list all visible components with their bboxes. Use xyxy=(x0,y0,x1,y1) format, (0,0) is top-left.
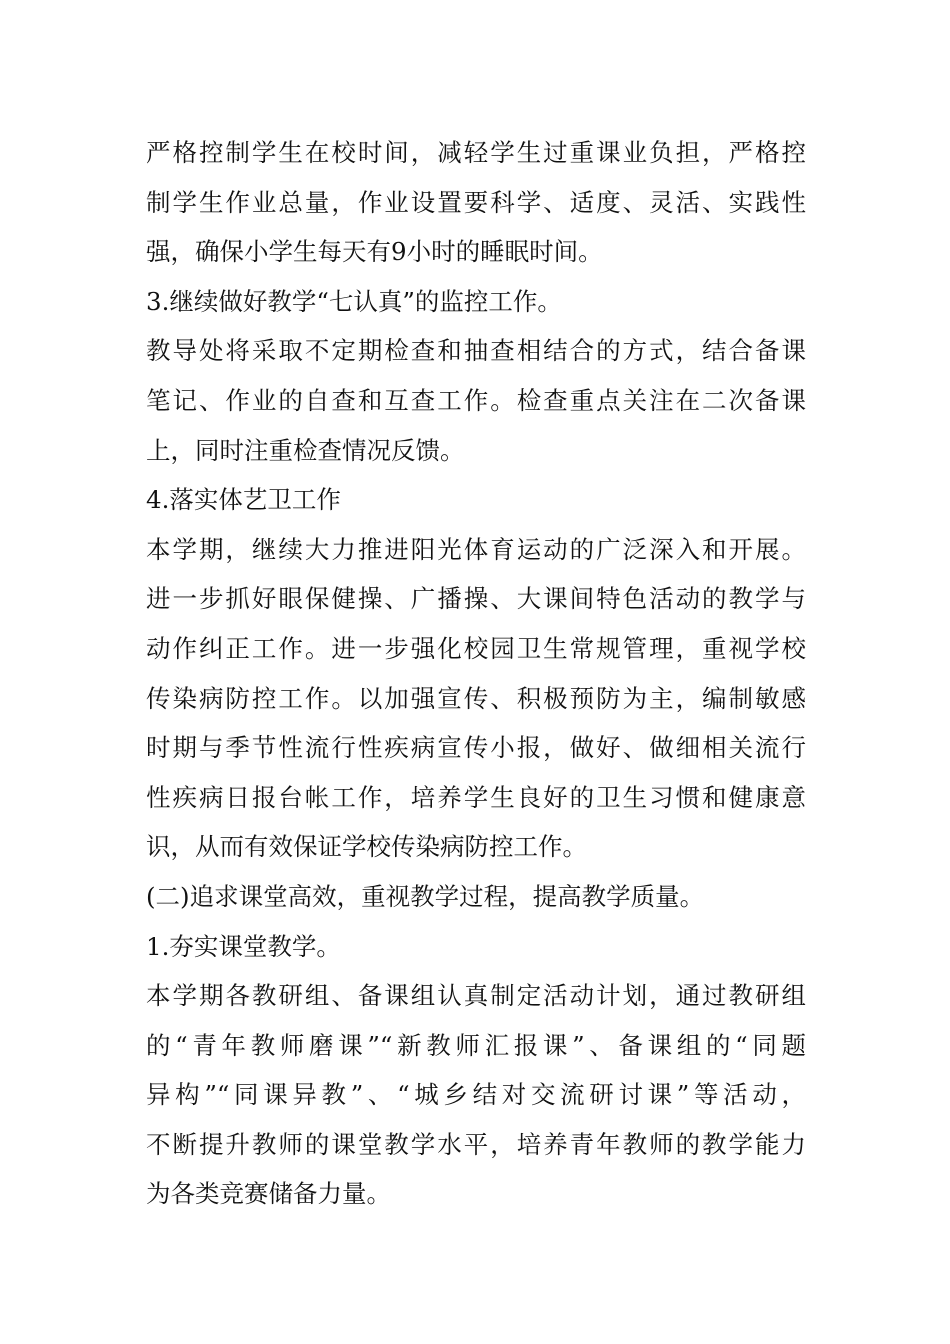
text-line: 笔记、作业的自查和互查工作。检查重点关注在二次备课 xyxy=(146,385,806,415)
text-line: 上，同时注重检查情况反馈。 xyxy=(146,435,465,465)
text-line: 为各类竞赛储备力量。 xyxy=(146,1179,391,1209)
text-line: 1.夯实课堂教学。 xyxy=(146,931,341,961)
text-line: 不断提升教师的课堂教学水平，培养青年教师的教学能力 xyxy=(146,1129,806,1159)
text-line: 本学期，继续大力推进阳光体育运动的广泛深入和开展。 xyxy=(146,534,806,564)
text-line: 识，从而有效保证学校传染病防控工作。 xyxy=(146,832,587,862)
text-line: 进一步抓好眼保健操、广播操、大课间特色活动的教学与 xyxy=(146,584,806,614)
document-body xyxy=(146,128,806,1219)
text-line: 传染病防控工作。以加强宣传、积极预防为主，编制敏感 xyxy=(146,683,806,713)
text-line: 3.继续做好教学“七认真”的监控工作。 xyxy=(146,286,562,316)
text-line: 异构”“同课异教”、“城乡结对交流研讨课”等活动， xyxy=(146,1080,806,1110)
text-line: 4.落实体艺卫工作 xyxy=(146,485,341,515)
text-line: 动作纠正工作。进一步强化校园卫生常规管理，重视学校 xyxy=(146,633,806,663)
text-line: 时期与季节性流行性疾病宣传小报，做好、做细相关流行 xyxy=(146,733,806,763)
text-line: 本学期各教研组、备课组认真制定活动计划，通过教研组 xyxy=(146,981,806,1011)
text-line: 的“青年教师磨课”“新教师汇报课”、备课组的“同题 xyxy=(146,1030,806,1060)
text-line: 强，确保小学生每天有9小时的睡眠时间。 xyxy=(146,237,603,267)
text-line: 制学生作业总量，作业设置要科学、适度、灵活、实践性 xyxy=(146,187,806,217)
text-line: 性疾病日报台帐工作，培养学生良好的卫生习惯和健康意 xyxy=(146,782,806,812)
text-line: 教导处将采取不定期检查和抽查相结合的方式，结合备课 xyxy=(146,336,806,366)
text-line: 严格控制学生在校时间，减轻学生过重课业负担，严格控 xyxy=(146,138,806,167)
text-line: (二)追求课堂高效，重视教学过程，提高教学质量。 xyxy=(146,881,705,911)
